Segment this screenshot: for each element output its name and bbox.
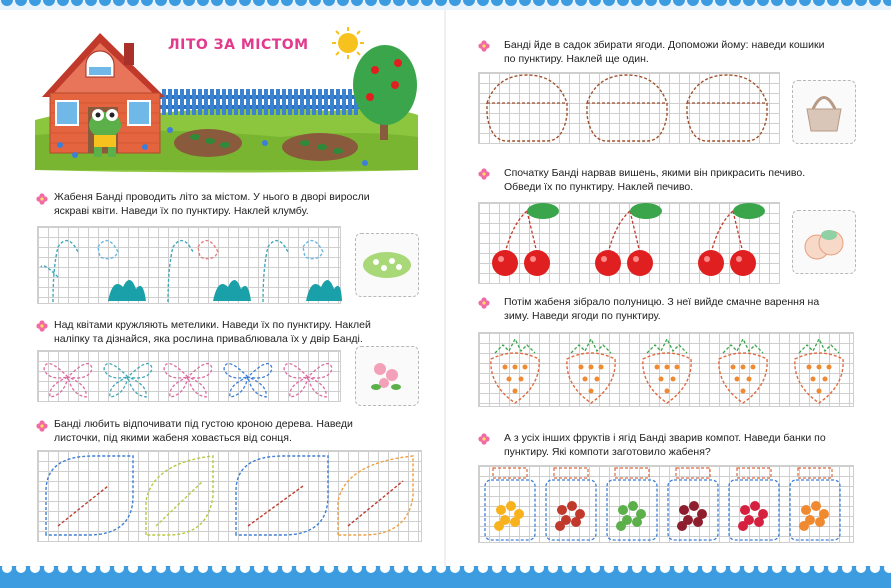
cherry-icon (627, 250, 653, 276)
cherry-icon (492, 250, 518, 276)
basket-icon (487, 75, 567, 141)
flower-bullet-icon (36, 420, 48, 432)
task-4-text: Банді йде в садок збирати ягоди. Допоможи йому: наведи кошики по пунктиру. Наклей ще один. (504, 39, 825, 65)
task-7-text: А з усіх інших фруктів і ягід Банді зварив компот. Наведи банки по пунктиру. Які компоти заготовило жабеня? (504, 432, 826, 458)
cherry-icon (595, 250, 621, 276)
left-page (0, 0, 445, 588)
trace-grid-jars[interactable] (478, 465, 854, 543)
flower-bullet-icon (478, 433, 490, 445)
butterfly-icon (104, 364, 152, 397)
task-1-text: Жабеня Банді проводить літо за містом. У нього в дворі виросли яскраві квіти. Наведи їх по пунктиру. Наклей клумбу. (54, 191, 370, 217)
sticker-placeholder-basket[interactable] (792, 80, 856, 144)
trace-grid-butterflies[interactable] (37, 350, 341, 402)
right-page (446, 0, 891, 588)
task-2-text: Над квітами кружляють метелики. Наведи їх по пунктиру. Наклей наліпку та дізнайся, яка рослина приваблювала їх у двір Банді. (54, 319, 371, 345)
trace-grid-leaves[interactable] (37, 450, 422, 542)
strawberry-icon (719, 353, 767, 403)
task-3-text: Банді любить відпочивати під густою кроною дерева. Наведи листочки, під якими жабеня ховається від сонця. (54, 418, 353, 444)
basket-icon (793, 81, 855, 143)
butterfly-icon (224, 364, 272, 397)
task-6-text: Потім жабеня зібрало полуницю. З неї вийде смачне варення на зиму. Наведи ягоди по пунктиру. (504, 296, 820, 322)
strawberry-icon (643, 353, 691, 403)
strawberry-icon (567, 353, 615, 403)
sticker-placeholder-plant[interactable] (355, 346, 419, 406)
flower-bullet-icon (478, 40, 490, 52)
trace-grid-strawberries[interactable] (478, 332, 854, 407)
basket-icon (687, 75, 767, 141)
cookie-icon (793, 211, 855, 273)
sticker-placeholder-flowerbed[interactable] (355, 233, 419, 297)
flower-bullet-icon (36, 320, 48, 332)
butterfly-icon (284, 364, 332, 397)
cherry-icon (524, 250, 550, 276)
trace-grid-baskets[interactable] (478, 72, 780, 144)
cherry-icon (730, 250, 756, 276)
flower-bullet-icon (478, 168, 490, 180)
butterfly-icon (44, 364, 92, 397)
flower-bullet-icon (36, 193, 48, 205)
strawberry-icon (491, 353, 539, 403)
page-title: ЛІТО ЗА МІСТОМ (168, 37, 309, 53)
trace-grid-flowers[interactable] (37, 226, 341, 304)
trace-grid-cherries[interactable] (478, 202, 780, 284)
task-5-text: Спочатку Банді нарвав вишень, якими він прикрасить печиво. Обведи їх по пунктиру. Наклей печиво. (504, 167, 806, 193)
strawberry-icon (795, 353, 843, 403)
butterfly-icon (164, 364, 212, 397)
garden-scene (30, 25, 420, 175)
flower-bullet-icon (478, 297, 490, 309)
basket-icon (587, 75, 667, 141)
sticker-placeholder-cookie[interactable] (792, 210, 856, 274)
cherry-icon (698, 250, 724, 276)
sun-icon (332, 27, 364, 59)
